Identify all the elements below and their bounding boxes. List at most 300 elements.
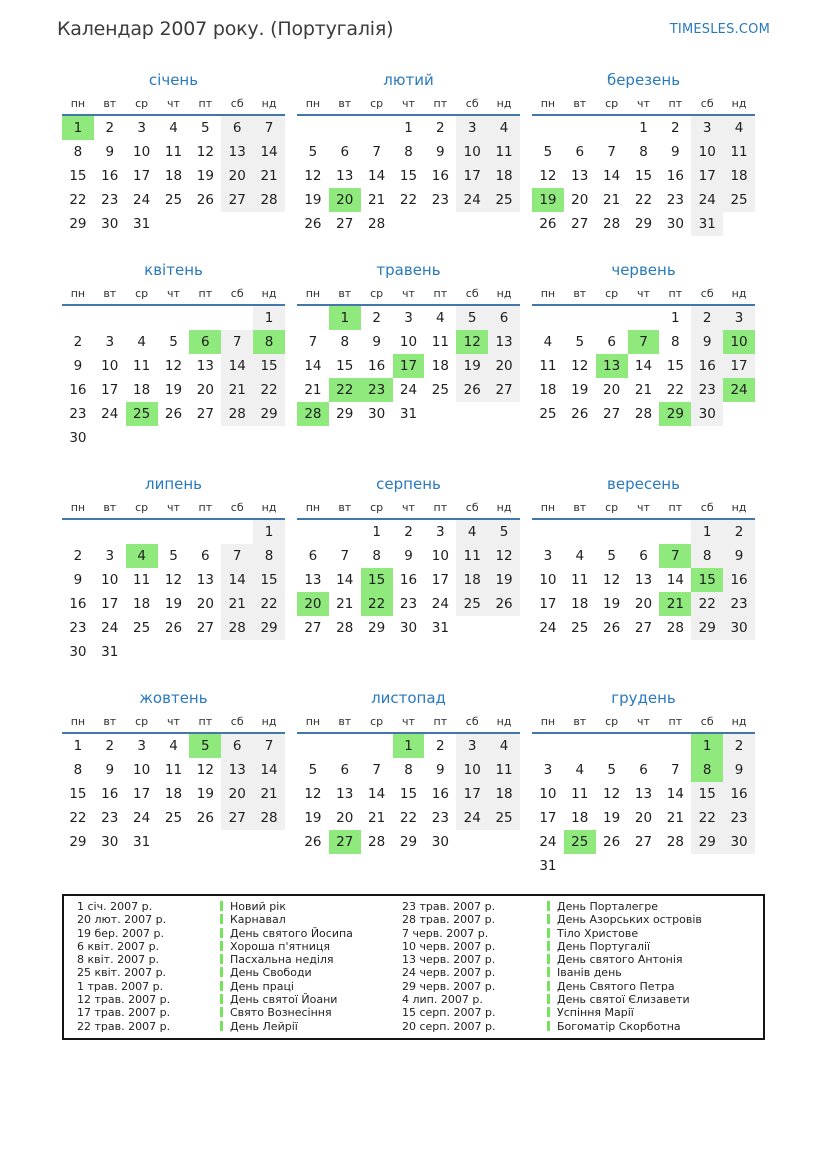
day-cell: 12: [196, 144, 214, 160]
legend-date: 20 лют. 2007 р.: [77, 913, 167, 927]
day-cell: 27: [329, 830, 361, 854]
weekday-header: пн: [70, 715, 86, 728]
weekday-header: вт: [103, 287, 117, 300]
day-cell: 6: [221, 116, 253, 140]
empty-cell: [628, 306, 660, 330]
day-cell: 20: [634, 596, 653, 612]
weekday-header: сб: [465, 501, 479, 514]
day-cell: 27: [336, 216, 354, 232]
day-cell: 2: [404, 524, 413, 540]
day-cell: 21: [368, 192, 386, 208]
weekday-header: нд: [496, 287, 512, 300]
day-cell: 29: [253, 402, 285, 426]
holiday-name: День Португалії: [557, 939, 651, 953]
day-cell: 19: [164, 596, 183, 612]
day-cell: 4: [575, 762, 585, 778]
holiday-marker-icon: [220, 994, 223, 1004]
day-cell: 3: [543, 548, 553, 564]
day-cell: 15: [69, 168, 87, 184]
day-cell: 13: [221, 758, 253, 782]
day-cell: 28: [221, 616, 253, 640]
day-cell: 8: [253, 544, 285, 568]
month-title: серпень: [376, 475, 441, 493]
day-cell: 28: [253, 188, 285, 212]
weekday-header: вт: [338, 287, 352, 300]
weekday-header: чт: [637, 501, 650, 514]
day-cell: 24: [456, 806, 488, 830]
day-cell: 5: [189, 734, 221, 758]
day-cell: 16: [691, 354, 723, 378]
empty-cell: [221, 830, 253, 854]
day-cell: 19: [571, 382, 589, 398]
day-cell: 16: [368, 358, 386, 374]
day-cell: 6: [189, 330, 221, 354]
day-cell: 15: [253, 568, 285, 592]
day-cell: 21: [221, 378, 253, 402]
day-cell: 18: [133, 596, 151, 612]
day-cell: 3: [456, 734, 488, 758]
day-cell: 1: [372, 524, 381, 540]
day-cell: 12: [571, 358, 589, 374]
day-cell: 3: [691, 116, 723, 140]
weekday-header-row: [532, 712, 755, 734]
day-cell: 14: [603, 168, 621, 184]
day-cell: 4: [575, 548, 585, 564]
day-cell: 23: [666, 192, 684, 208]
day-cell: 6: [639, 548, 648, 564]
day-cell: 27: [196, 406, 214, 422]
day-cell: 28: [603, 216, 621, 232]
day-cell: 18: [571, 810, 589, 826]
weekday-header: ср: [605, 715, 619, 728]
empty-cell: [221, 306, 253, 330]
day-cell: 4: [723, 116, 755, 140]
day-cell: 18: [571, 596, 589, 612]
day-cell: 14: [666, 786, 684, 802]
empty-cell: [723, 854, 755, 878]
day-cell: 15: [361, 568, 393, 592]
day-cell: 7: [372, 144, 381, 160]
day-cell: 14: [253, 140, 285, 164]
weekday-header-row: [297, 284, 520, 306]
day-cell: 19: [164, 382, 183, 398]
day-cell: 4: [126, 544, 158, 568]
day-cell: 26: [571, 406, 589, 422]
day-cell: 24: [399, 382, 418, 398]
day-cell: 31: [133, 216, 151, 232]
day-cell: 11: [539, 358, 557, 374]
month-title: липень: [144, 475, 203, 493]
empty-cell: [158, 306, 190, 330]
day-cell: 5: [456, 306, 488, 330]
month-calendar: [532, 474, 755, 640]
day-cell: 28: [666, 620, 684, 636]
day-cell: 6: [340, 144, 350, 160]
empty-cell: [361, 734, 393, 758]
weekday-header: сб: [700, 501, 714, 514]
weekday-header: ср: [370, 715, 384, 728]
legend-entry: [220, 940, 402, 953]
day-cell: 1: [329, 306, 361, 330]
days-grid: [62, 520, 285, 664]
day-cell: 21: [253, 782, 285, 806]
page-header: [57, 14, 770, 40]
day-cell: 11: [723, 140, 755, 164]
holiday-marker-icon: [220, 928, 223, 938]
holiday-name: Богоматір Скорботна: [557, 1019, 681, 1033]
day-cell: 16: [69, 596, 87, 612]
day-cell: 6: [340, 762, 350, 778]
weekday-header: нд: [261, 97, 277, 110]
day-cell: 24: [101, 620, 119, 636]
day-cell: 27: [634, 834, 653, 850]
day-cell: 15: [336, 358, 354, 374]
day-cell: 21: [659, 592, 691, 616]
empty-cell: [596, 854, 628, 878]
holiday-marker-icon: [220, 941, 223, 951]
day-cell: 16: [101, 168, 119, 184]
weekday-header-row: [62, 498, 285, 520]
holiday-name: Новий рік: [230, 900, 286, 913]
holiday-name: День святої Йоани: [230, 993, 338, 1007]
day-cell: 22: [253, 592, 285, 616]
weekday-header: чт: [402, 501, 415, 514]
empty-cell: [221, 640, 253, 664]
day-cell: 13: [571, 168, 589, 184]
legend-date: 10 черв. 2007 р.: [402, 939, 496, 953]
empty-cell: [329, 116, 361, 140]
month-calendar: [532, 260, 755, 426]
weekday-header: пн: [540, 287, 556, 300]
day-cell: 23: [723, 592, 755, 616]
day-cell: 18: [456, 568, 488, 592]
day-cell: 9: [436, 144, 445, 160]
empty-cell: [329, 520, 361, 544]
day-cell: 22: [69, 810, 87, 826]
days-grid: [297, 520, 520, 640]
day-cell: 4: [543, 334, 553, 350]
day-cell: 12: [196, 762, 214, 778]
empty-cell: [424, 212, 456, 236]
day-cell: 30: [368, 406, 386, 422]
empty-cell: [253, 426, 285, 450]
legend-date: 22 трав. 2007 р.: [77, 1019, 171, 1033]
empty-cell: [456, 212, 488, 236]
holiday-name: Успіння Марії: [557, 1006, 634, 1020]
day-cell: 28: [666, 834, 684, 850]
weekday-header: сб: [700, 287, 714, 300]
empty-cell: [596, 520, 628, 544]
weekday-header: чт: [637, 287, 650, 300]
day-cell: 18: [488, 782, 520, 806]
legend-date: 12 трав. 2007 р.: [77, 993, 171, 1007]
day-cell: 17: [101, 382, 119, 398]
day-cell: 15: [634, 168, 653, 184]
weekday-header: сб: [230, 501, 244, 514]
day-cell: 31: [539, 858, 557, 874]
day-cell: 29: [368, 620, 386, 636]
empty-cell: [456, 402, 488, 426]
weekday-header: чт: [402, 287, 415, 300]
day-cell: 8: [691, 544, 723, 568]
day-cell: 24: [431, 596, 449, 612]
empty-cell: [564, 520, 596, 544]
holiday-name: День праці: [230, 979, 294, 993]
day-cell: 27: [221, 806, 253, 830]
legend-entry: [220, 1006, 402, 1019]
day-cell: 18: [723, 164, 755, 188]
day-cell: 4: [169, 120, 178, 136]
weekday-header: ср: [605, 97, 619, 110]
weekday-header: нд: [496, 715, 512, 728]
day-cell: 23: [101, 192, 119, 208]
day-cell: 31: [431, 620, 449, 636]
day-cell: 18: [133, 382, 151, 398]
day-cell: 3: [404, 310, 413, 326]
empty-cell: [532, 520, 564, 544]
day-cell: 16: [666, 168, 684, 184]
weekday-header: вт: [573, 97, 587, 110]
day-cell: 13: [336, 168, 354, 184]
day-cell: 13: [196, 572, 214, 588]
day-cell: 31: [691, 212, 723, 236]
empty-cell: [189, 640, 221, 664]
weekday-header-row: [62, 284, 285, 306]
weekday-header: чт: [637, 715, 650, 728]
day-cell: 2: [436, 120, 445, 136]
weekday-header-row: [297, 498, 520, 520]
day-cell: 20: [329, 188, 361, 212]
day-cell: 12: [456, 330, 488, 354]
empty-cell: [297, 306, 329, 330]
day-cell: 26: [196, 192, 214, 208]
empty-cell: [189, 306, 221, 330]
month-title: червень: [611, 261, 676, 279]
day-cell: 23: [361, 378, 393, 402]
day-cell: 5: [308, 144, 318, 160]
legend-entry: [220, 913, 402, 926]
day-cell: 22: [691, 806, 723, 830]
day-cell: 29: [691, 830, 723, 854]
day-cell: 6: [639, 762, 648, 778]
day-cell: 30: [101, 216, 119, 232]
weekday-header: чт: [167, 501, 180, 514]
day-cell: 3: [105, 334, 115, 350]
holiday-name: Пасхальна неділя: [230, 953, 334, 967]
day-cell: 17: [456, 782, 488, 806]
day-cell: 25: [164, 192, 183, 208]
legend-date: 13 черв. 2007 р.: [402, 953, 496, 967]
day-cell: 14: [666, 572, 684, 588]
day-cell: 13: [634, 786, 653, 802]
day-cell: 22: [666, 382, 684, 398]
weekday-header: нд: [496, 501, 512, 514]
day-cell: 27: [196, 620, 214, 636]
legend-entry: [547, 1020, 763, 1033]
day-cell: 17: [101, 596, 119, 612]
day-cell: 30: [723, 830, 755, 854]
day-cell: 21: [634, 382, 653, 398]
legend-date: 25 квіт. 2007 р.: [77, 966, 167, 980]
empty-cell: [596, 116, 628, 140]
holiday-name: День Порталегре: [557, 900, 658, 913]
day-cell: 8: [639, 144, 648, 160]
day-cell: 2: [723, 520, 755, 544]
legend-date: 1 січ. 2007 р.: [77, 900, 153, 913]
day-cell: 7: [221, 330, 253, 354]
holiday-legend: [62, 894, 765, 1040]
legend-entry: [220, 993, 402, 1006]
holiday-name: День святої Єлизавети: [557, 993, 690, 1007]
days-grid: [62, 306, 285, 450]
day-cell: 2: [372, 310, 381, 326]
day-cell: 4: [488, 116, 520, 140]
weekday-header: вт: [338, 97, 352, 110]
day-cell: 28: [368, 216, 386, 232]
day-cell: 5: [607, 548, 616, 564]
empty-cell: [158, 426, 190, 450]
day-cell: 9: [73, 358, 83, 374]
day-cell: 27: [571, 216, 589, 232]
day-cell: 26: [456, 378, 488, 402]
day-cell: 22: [691, 592, 723, 616]
day-cell: 10: [723, 330, 755, 354]
weekday-header: пн: [540, 97, 556, 110]
day-cell: 9: [436, 762, 445, 778]
days-grid: [532, 306, 755, 426]
day-cell: 25: [126, 402, 158, 426]
day-cell: 8: [73, 144, 83, 160]
weekday-header-row: [62, 712, 285, 734]
day-cell: 10: [101, 572, 119, 588]
empty-cell: [158, 830, 190, 854]
day-cell: 6: [607, 334, 616, 350]
month-calendar: [62, 260, 285, 450]
day-cell: 25: [488, 188, 520, 212]
day-cell: 12: [488, 544, 520, 568]
weekday-header: вт: [573, 287, 587, 300]
day-cell: 12: [603, 572, 621, 588]
day-cell: 2: [671, 120, 680, 136]
day-cell: 21: [221, 592, 253, 616]
day-cell: 22: [329, 378, 361, 402]
day-cell: 21: [336, 596, 354, 612]
day-cell: 25: [456, 592, 488, 616]
weekday-header: ср: [135, 501, 149, 514]
month-title: травень: [376, 261, 441, 279]
month-title: листопад: [371, 689, 446, 707]
month-title: березень: [606, 71, 681, 89]
month-calendar: [297, 70, 520, 236]
holiday-marker-icon: [220, 954, 223, 964]
empty-cell: [253, 212, 285, 236]
brand-link[interactable]: TIMESLES.COM: [669, 22, 770, 37]
holiday-name: День Азорських островів: [557, 913, 702, 927]
legend-entry: [547, 927, 763, 940]
day-cell: 19: [196, 168, 214, 184]
day-cell: 4: [137, 334, 146, 350]
legend-entry: [220, 900, 402, 913]
weekday-header: чт: [167, 715, 180, 728]
empty-cell: [221, 520, 253, 544]
day-cell: 24: [539, 620, 557, 636]
day-cell: 17: [393, 354, 425, 378]
month-title: вересень: [607, 475, 680, 493]
day-cell: 8: [404, 144, 413, 160]
empty-cell: [564, 854, 596, 878]
empty-cell: [189, 830, 221, 854]
weekday-header: нд: [731, 715, 747, 728]
empty-cell: [62, 306, 94, 330]
empty-cell: [596, 734, 628, 758]
day-cell: 11: [431, 334, 449, 350]
day-cell: 24: [101, 406, 119, 422]
empty-cell: [189, 520, 221, 544]
day-cell: 24: [133, 810, 151, 826]
empty-cell: [158, 520, 190, 544]
month-calendar: [297, 474, 520, 640]
empty-cell: [221, 212, 253, 236]
weekday-header-row: [297, 94, 520, 116]
day-cell: 5: [308, 762, 318, 778]
days-grid: [62, 734, 285, 854]
day-cell: 9: [105, 762, 115, 778]
weekday-header: вт: [573, 715, 587, 728]
empty-cell: [189, 426, 221, 450]
legend-entry: [547, 953, 763, 966]
weekday-header: ср: [370, 501, 384, 514]
month-calendar: [297, 688, 520, 854]
day-cell: 11: [164, 144, 183, 160]
day-cell: 29: [634, 216, 653, 232]
day-cell: 23: [101, 810, 119, 826]
days-grid: [532, 520, 755, 640]
day-cell: 17: [539, 596, 557, 612]
day-cell: 26: [164, 406, 183, 422]
weekday-header: чт: [637, 97, 650, 110]
month-title: квітень: [144, 261, 203, 279]
day-cell: 17: [431, 572, 449, 588]
day-cell: 29: [69, 834, 87, 850]
day-cell: 18: [164, 168, 183, 184]
holiday-marker-icon: [220, 914, 223, 924]
day-cell: 19: [456, 354, 488, 378]
weekday-header: сб: [230, 97, 244, 110]
days-grid: [62, 116, 285, 236]
weekday-header: пт: [668, 501, 683, 514]
day-cell: 30: [399, 620, 418, 636]
day-cell: 8: [404, 762, 413, 778]
day-cell: 22: [399, 810, 418, 826]
holiday-marker-icon: [547, 928, 550, 938]
holiday-name: День Свободи: [230, 966, 312, 980]
day-cell: 7: [253, 734, 285, 758]
day-cell: 1: [691, 734, 723, 758]
empty-cell: [659, 520, 691, 544]
day-cell: 15: [253, 354, 285, 378]
day-cell: 14: [221, 568, 253, 592]
empty-cell: [297, 734, 329, 758]
holiday-name: Свято Вознесіння: [230, 1006, 332, 1020]
legend-entry: [220, 980, 402, 993]
weekday-header: пн: [305, 501, 321, 514]
day-cell: 2: [436, 738, 445, 754]
day-cell: 1: [73, 738, 83, 754]
day-cell: 23: [431, 810, 449, 826]
empty-cell: [297, 520, 329, 544]
day-cell: 30: [101, 834, 119, 850]
day-cell: 7: [671, 762, 680, 778]
